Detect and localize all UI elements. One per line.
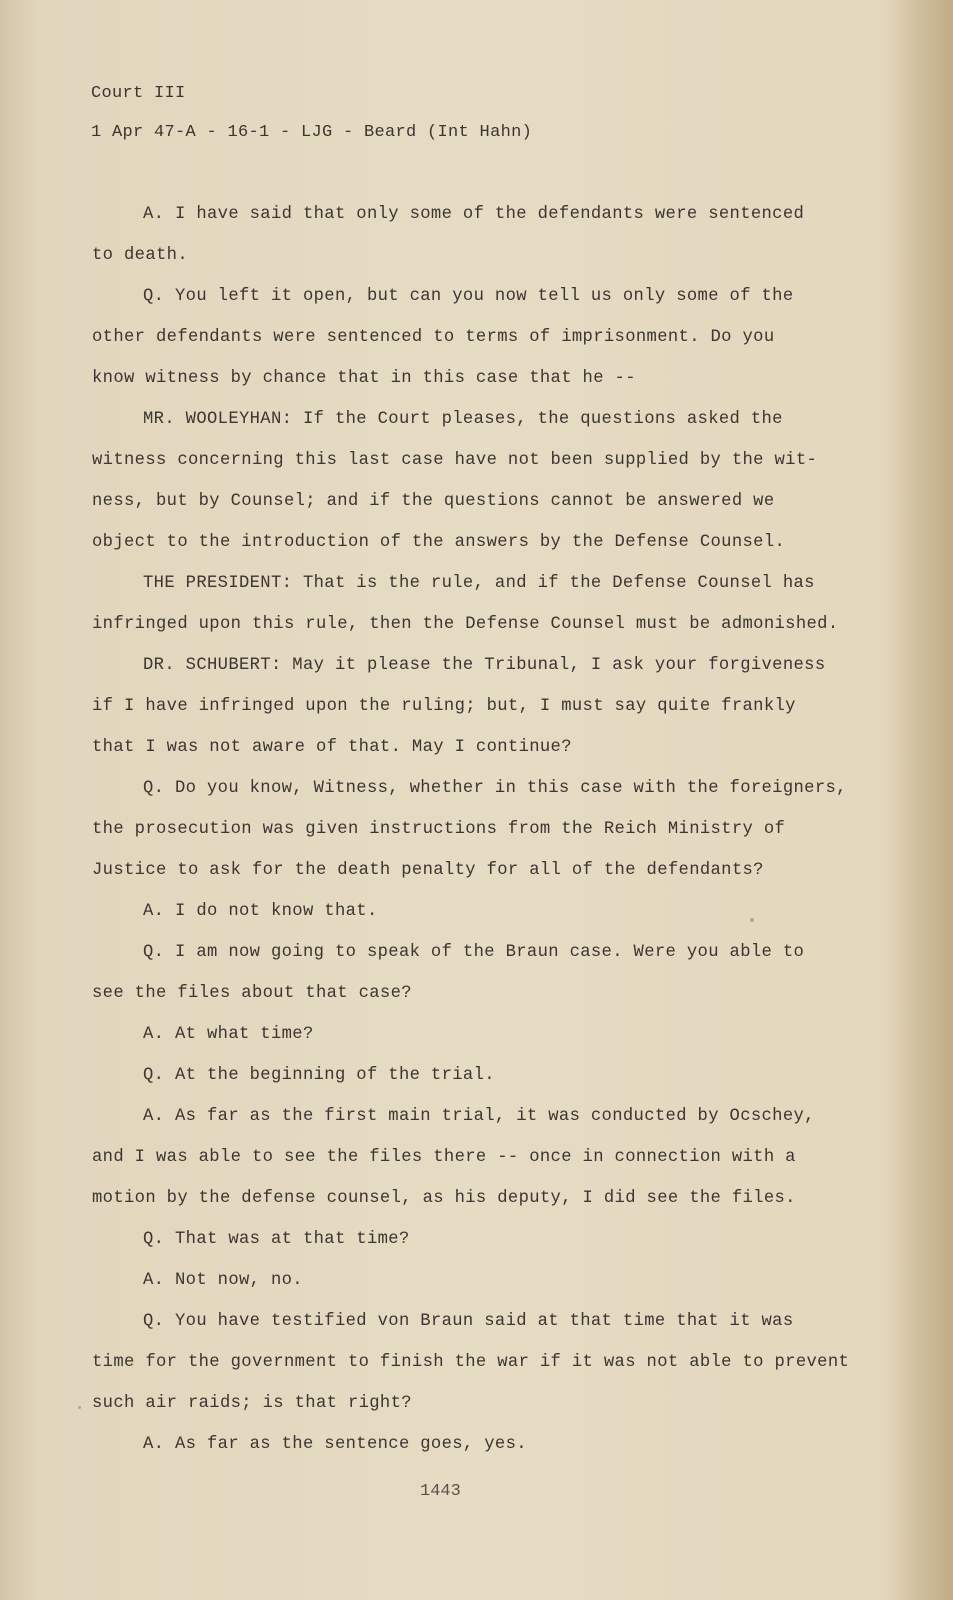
page-number: 1443 <box>420 1482 461 1501</box>
page-edge-shadow <box>893 0 953 1600</box>
transcript-line: A. I have said that only some of the defendants were sentenced <box>143 205 805 224</box>
transcript-line: THE PRESIDENT: That is the rule, and if the Defense Counsel has <box>143 574 815 593</box>
transcript-line: A. I do not know that. <box>143 902 378 921</box>
transcript-line: Q. You have testified von Braun said at that time that it was <box>143 1312 794 1331</box>
transcript-line: the prosecution was given instructions from the Reich Ministry of <box>92 820 786 839</box>
transcript-line: A. As far as the sentence goes, yes. <box>143 1435 527 1454</box>
transcript-line: Q. At the beginning of the trial. <box>143 1066 495 1085</box>
transcript-line: Q. Do you know, Witness, whether in this case with the foreigners, <box>143 779 847 798</box>
transcript-line: if I have infringed upon the ruling; but, I must say quite frankly <box>92 697 796 716</box>
transcript-line: A. At what time? <box>143 1025 314 1044</box>
transcript-line: witness concerning this last case have not been supplied by the wit- <box>92 451 818 470</box>
transcript-line: object to the introduction of the answers by the Defense Counsel. <box>92 533 786 552</box>
transcript-line: A. As far as the first main trial, it was conducted by Ocschey, <box>143 1107 815 1126</box>
transcript-line: know witness by chance that in this case that he -- <box>92 369 636 388</box>
court-label: Court III <box>91 84 186 103</box>
transcript-line: DR. SCHUBERT: May it please the Tribunal, I ask your forgiveness <box>143 656 826 675</box>
transcript-line: Q. I am now going to speak of the Braun case. Were you able to <box>143 943 805 962</box>
transcript-line: ness, but by Counsel; and if the questions cannot be answered we <box>92 492 775 511</box>
transcript-line: motion by the defense counsel, as his deputy, I did see the files. <box>92 1189 796 1208</box>
paper-speck <box>78 1406 81 1409</box>
transcript-line: see the files about that case? <box>92 984 412 1003</box>
transcript-line: to death. <box>92 246 188 265</box>
paper-speck <box>750 918 754 922</box>
transcript-line: MR. WOOLEYHAN: If the Court pleases, the questions asked the <box>143 410 783 429</box>
transcript-line: infringed upon this rule, then the Defense Counsel must be admonished. <box>92 615 839 634</box>
transcript-line: A. Not now, no. <box>143 1271 303 1290</box>
transcript-line: Q. That was at that time? <box>143 1230 410 1249</box>
session-reference: 1 Apr 47-A - 16-1 - LJG - Beard (Int Hahn) <box>91 123 533 142</box>
transcript-line: time for the government to finish the war if it was not able to prevent <box>92 1353 850 1372</box>
transcript-line: and I was able to see the files there -- once in connection with a <box>92 1148 796 1167</box>
transcript-line: such air raids; is that right? <box>92 1394 412 1413</box>
transcript-line: Justice to ask for the death penalty for all of the defendants? <box>92 861 764 880</box>
transcript-line: Q. You left it open, but can you now tell us only some of the <box>143 287 794 306</box>
transcript-line: other defendants were sentenced to terms of imprisonment. Do you <box>92 328 775 347</box>
transcript-line: that I was not aware of that. May I continue? <box>92 738 572 757</box>
